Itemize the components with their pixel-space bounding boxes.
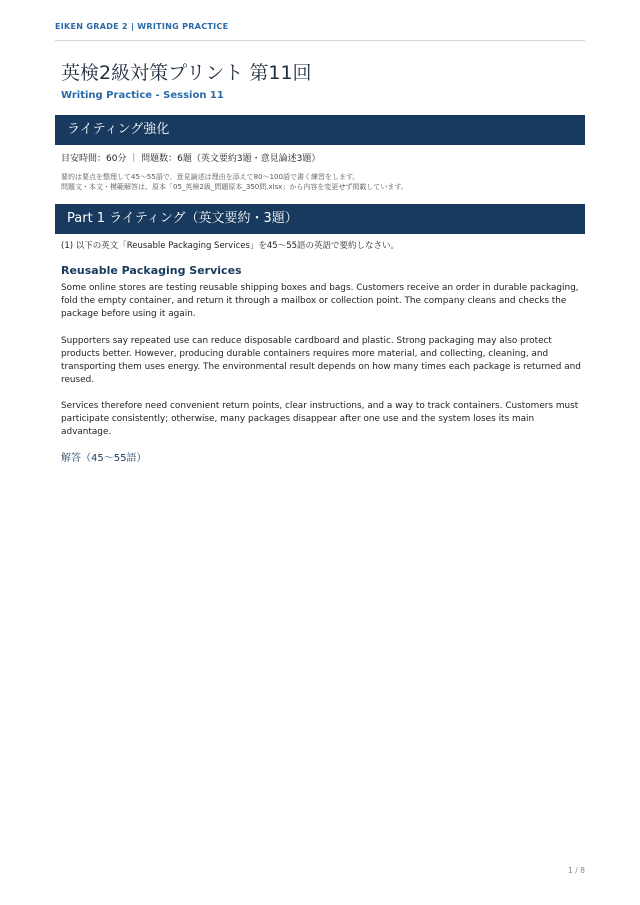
header-divider <box>55 40 585 41</box>
source-note: 問題文・本文・模範解答は、原本「05_英検2級_問題原本_350問.xlsx」から内容を変更せず掲載しています。 <box>61 183 408 191</box>
document-subtitle: Writing Practice - Session 11 <box>61 90 224 101</box>
passage-title: Reusable Packaging Services <box>61 264 242 277</box>
passage-paragraph: Services therefore need convenient return points, clear instructions, and a way to track containers. Customers must participate consistently; otherwise, many packages disappear after one use and the system loses its main advantage. <box>61 401 579 437</box>
question-instruction: (1) 以下の英文「Reusable Packaging Services」を45〜55語の英語で要約しなさい。 <box>61 241 400 251</box>
answer-label: 解答（45〜55語） <box>61 453 147 464</box>
document-title: 英検2級対策プリント 第11回 <box>61 62 312 84</box>
page-number: 1 / 8 <box>568 866 585 875</box>
passage-paragraph: Supporters say repeated use can reduce disposable cardboard and plastic. Strong packaging may also protect products better. However, producing durable containers requires more material, and collecting, cleaning, and transporting them uses energy. The environmental result depends on how many times each package is returned and reused. <box>61 336 581 385</box>
practice-note: 要約は要点を整理して45〜55語で、意見論述は理由を添えて80〜100語で書く練習をします。 <box>61 173 360 181</box>
part1-heading: Part 1 ライティング（英文要約・3題） <box>55 204 585 234</box>
passage-paragraph: Some online stores are testing reusable shipping boxes and bags. Customers receive an order in durable packaging, fold the empty container, and return it through a mailbox or collection point. The company cleans and checks the package before using it again. <box>61 283 579 319</box>
time-and-question-count: 目安時間：60分 ｜ 問題数：6題（英文要約3題・意見論述3題） <box>61 154 321 164</box>
section-heading-writing: ライティング強化 <box>55 115 585 145</box>
running-header: EIKEN GRADE 2 | WRITING PRACTICE <box>55 22 229 31</box>
